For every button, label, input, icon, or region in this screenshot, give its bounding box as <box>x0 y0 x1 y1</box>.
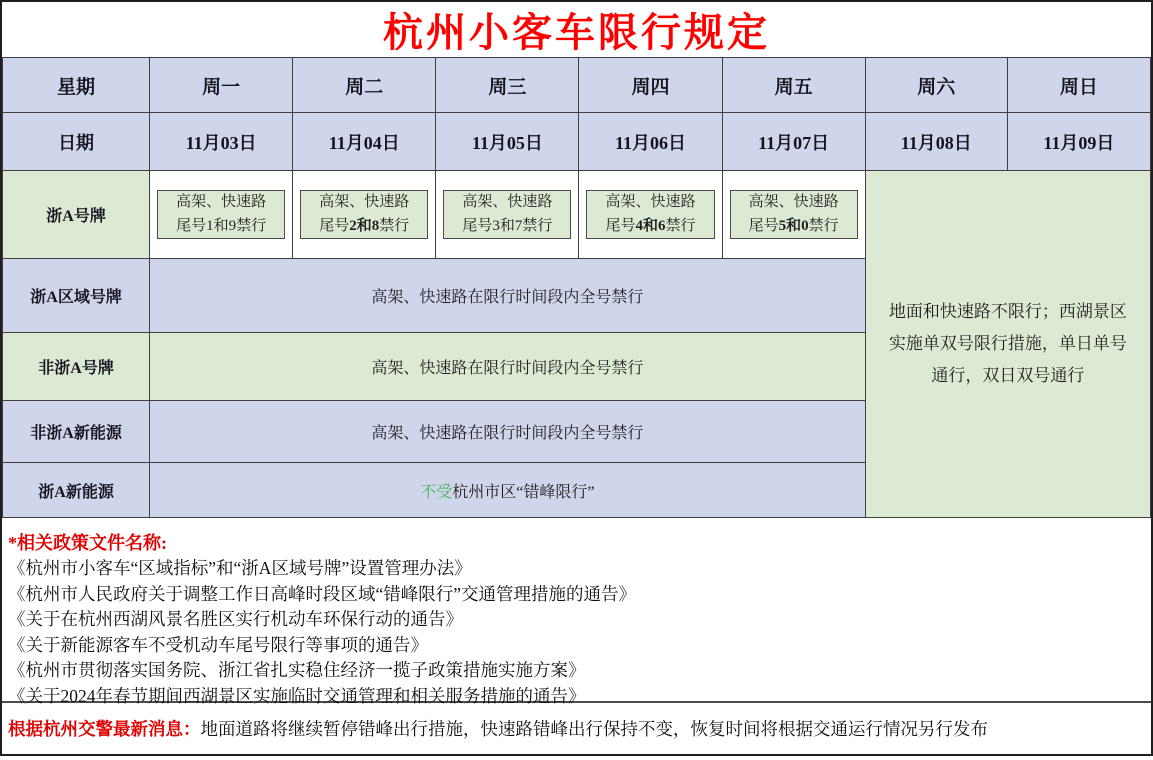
restriction-box: 高架、快速路 尾号5和0禁行 <box>730 190 858 239</box>
plate-label-non-zhea-nev: 非浙A新能源 <box>3 401 150 463</box>
restriction-cell-thu <box>579 171 722 259</box>
date-row <box>3 113 1151 171</box>
policy-item: 《关于2024年春节期间西湖景区实施临时交通管理和相关服务措施的通告》 <box>8 685 586 706</box>
date-cell-sun: 11月09日 <box>1007 113 1150 171</box>
day-header-thu: 周四 <box>579 58 722 113</box>
date-cell-wed: 11月05日 <box>436 113 579 171</box>
date-cell-sat: 11月08日 <box>865 113 1007 171</box>
row-zhea-plate <box>3 171 1151 259</box>
exempt-highlight: 不受 <box>420 483 453 501</box>
policy-item: 《关于新能源客车不受机动车尾号限行等事项的通告》 <box>8 634 428 655</box>
rule-cell-non-zhea: 高架、快速路在限行时间段内全号禁行 <box>150 333 866 401</box>
rule-cell-zhea-nev <box>150 463 866 518</box>
week-header-row <box>3 58 1151 113</box>
policy-item: 《杭州市贯彻落实国务院、浙江省扎实稳住经济一揽子政策措施实施方案》 <box>8 660 586 680</box>
restriction-box: 高架、快速路 尾号1和9禁行 <box>157 190 285 239</box>
restriction-cell-tue <box>293 171 436 259</box>
police-notice <box>2 703 1151 753</box>
restriction-cell-mon <box>150 171 293 259</box>
restriction-box: 高架、快速路 尾号3和7禁行 <box>443 190 571 239</box>
policy-heading: *相关政策文件名称: <box>8 533 167 553</box>
rule-cell-zhea-area: 高架、快速路在限行时间段内全号禁行 <box>150 259 866 333</box>
day-header-mon: 周一 <box>150 58 293 113</box>
day-header-sat: 周六 <box>865 58 1007 113</box>
restriction-table <box>2 57 1151 518</box>
policy-item: 《杭州市人民政府关于调整工作日高峰时段区域“错峰限行”交通管理措施的通告》 <box>8 583 637 604</box>
plate-label-non-zhea: 非浙A号牌 <box>3 333 150 401</box>
page-title: 杭州小客车限行规定 <box>383 10 770 55</box>
exempt-text: 杭州市区“错峰限行” <box>452 483 595 501</box>
date-label-cell: 日期 <box>3 113 150 171</box>
restriction-cell-wed <box>436 171 579 259</box>
notice-label: 根据杭州交警最新消息： <box>8 718 201 739</box>
date-cell-tue: 11月04日 <box>293 113 436 171</box>
plate-label-zhea-nev: 浙A新能源 <box>3 463 150 518</box>
restriction-box: 高架、快速路 尾号4和6禁行 <box>586 190 714 239</box>
weekend-note-cell: 地面和快速路不限行；西湖景区实施单双号限行措施，单日单号通行，双日双号通行 <box>865 171 1150 518</box>
day-header-sun: 周日 <box>1007 58 1150 113</box>
policy-section <box>2 518 1151 706</box>
policy-item: 《杭州市小客车“区域指标”和“浙A区域号牌”设置管理办法》 <box>8 558 472 578</box>
plate-label-zhea-area: 浙A区域号牌 <box>3 259 150 333</box>
day-header-wed: 周三 <box>436 58 579 113</box>
week-label-cell: 星期 <box>3 58 150 113</box>
date-cell-mon: 11月03日 <box>150 113 293 171</box>
date-cell-thu: 11月06日 <box>579 113 722 171</box>
restriction-box: 高架、快速路 尾号2和8禁行 <box>300 190 428 239</box>
policy-item: 《关于在杭州西湖风景名胜区实行机动车环保行动的通告》 <box>8 609 463 629</box>
date-cell-fri: 11月07日 <box>722 113 865 171</box>
plate-label-zhea: 浙A号牌 <box>3 171 150 259</box>
rule-cell-non-zhea-nev: 高架、快速路在限行时间段内全号禁行 <box>150 401 866 463</box>
notice-text: 地面道路将继续暂停错峰出行措施，快速路错峰出行保持不变，恢复时间将根据交通运行情况另行发布 <box>200 718 988 739</box>
day-header-fri: 周五 <box>722 58 865 113</box>
day-header-tue: 周二 <box>293 58 436 113</box>
restriction-cell-fri <box>722 171 865 259</box>
